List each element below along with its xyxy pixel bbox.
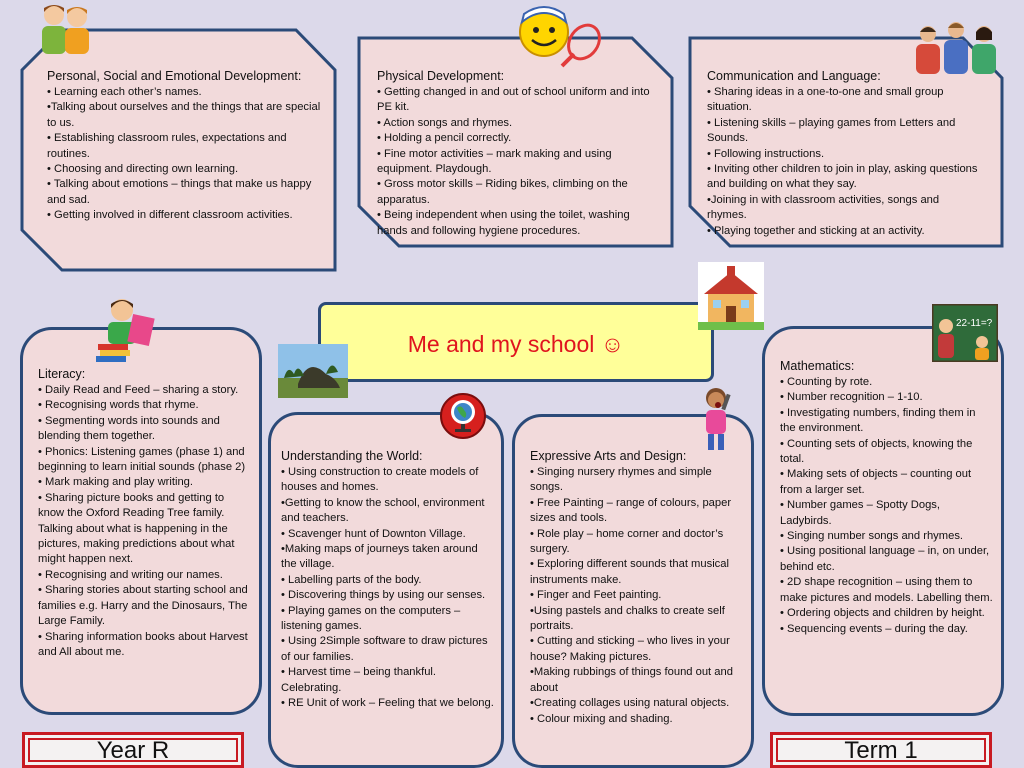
list-item: • Sequencing events – during the day. [780, 622, 968, 635]
list-item: • Colour mixing and shading. [530, 712, 673, 725]
list-item: • Counting by rote. [780, 376, 873, 388]
singing-girl-icon [696, 386, 742, 456]
reading-boy-icon [94, 296, 158, 362]
landscape-icon [278, 344, 348, 398]
list-item: • Harvest time – being thankful. Celebrating. [281, 666, 437, 694]
communication-section [707, 68, 982, 239]
term-label: Term 1 [844, 737, 918, 764]
list-item: • Sharing picture books and getting to know the Oxford Reading Tree family. Talking about what is happening in the pictures, making predictions about what might happen next. [38, 491, 235, 566]
list-item: • Phonics: Listening games (phase 1) and beginning to learn initial sounds (phase 2) [38, 445, 246, 474]
list-item: • Labelling parts of the body. [281, 573, 422, 586]
list-item: • Getting involved in different classroom activities. [47, 209, 293, 222]
list-item: •Talking about ourselves and the things that are special to us. [47, 101, 321, 129]
list-item: • Following instructions. [707, 147, 825, 160]
literacy-title: Literacy: [38, 367, 86, 381]
list-item: • Sharing information books about Harvest and All about me. [38, 630, 248, 658]
list-item: • Counting sets of objects, knowing the total. [780, 437, 973, 466]
list-item: • RE Unit of work – Feeling that we belong. [281, 697, 494, 710]
list-item: • Cutting and sticking – who lives in your house? Making pictures. [530, 635, 730, 663]
psed-title: Personal, Social and Emotional Development: [47, 69, 302, 83]
list-item: • Talking about emotions – things that make us happy and sad. [47, 178, 312, 206]
list-item: • Gross motor skills – Riding bikes, climbing on the apparatus. [377, 178, 628, 206]
list-item: • Choosing and directing own learning. [47, 163, 239, 176]
list-item: • Mark making and play writing. [38, 476, 194, 489]
list-item: • Singing nursery rhymes and simple songs. [530, 466, 712, 494]
page-title-box [318, 302, 714, 382]
list-item: •Getting to know the school, environment and teachers. [281, 496, 485, 525]
list-item: •Making rubbings of things found out and about [530, 666, 733, 694]
list-item: • Sharing stories about starting school and families e.g. Harry and the Dinosaurs, The Large Family. [38, 584, 248, 628]
arts-title: Expressive Arts and Design: [530, 449, 687, 463]
list-item: • Holding a pencil correctly. [377, 132, 512, 145]
list-item: • Getting changed in and out of school uniform and into PE kit. [377, 86, 650, 114]
list-item: • Fine motor activities – mark making and using equipment. Playdough. [377, 147, 612, 176]
children-icon [34, 2, 96, 54]
psed-section [47, 68, 327, 224]
list-item: • Exploring different sounds that musical instruments make. [530, 558, 729, 586]
world-section [281, 448, 495, 712]
list-item: • Learning each other’s names. [47, 86, 202, 98]
year-label: Year R [96, 737, 170, 764]
list-item: • Establishing classroom rules, expectations and routines. [47, 132, 287, 160]
list-item: • Ordering objects and children by height. [780, 607, 985, 620]
list-item: • Free Painting – range of colours, paper sizes and tools. [530, 496, 732, 525]
year-label-box [22, 732, 244, 768]
list-item: • Using construction to create models of houses and homes. [281, 466, 479, 494]
communication-title: Communication and Language: [707, 69, 881, 83]
list-item: • Playing together and sticking at an activity. [707, 224, 925, 237]
term-label-box [770, 732, 992, 768]
arts-section [530, 448, 742, 727]
list-item: • Scavenger hunt of Downton Village. [281, 527, 466, 540]
list-item: •Joining in with classroom activities, songs and rhymes. [707, 193, 940, 222]
list-item: • Segmenting words into sounds and blending them together. [38, 414, 220, 443]
world-title: Understanding the World: [281, 449, 423, 463]
physical-title: Physical Development: [377, 69, 505, 83]
globe-icon [440, 392, 486, 440]
list-item: •Making maps of journeys taken around the village. [281, 543, 478, 571]
list-item: • Finger and Feet painting. [530, 589, 662, 602]
list-item: • Being independent when using the toilet, washing hands and following hygiene procedures. [377, 209, 630, 237]
list-item: • Investigating numbers, finding them in the environment. [780, 406, 976, 435]
school-house-icon [698, 262, 764, 330]
list-item: • Role play – home corner and doctor’s surgery. [530, 527, 724, 556]
list-item: • Recognising words that rhyme. [38, 399, 199, 412]
list-item: • Sharing ideas in a one-to-one and small group situation. [707, 86, 944, 114]
list-item: • Action songs and rhymes. [377, 116, 513, 129]
list-item: •Creating collages using natural objects. [530, 697, 730, 710]
list-item: • Inviting other children to join in play, asking questions and building on what they say. [707, 163, 978, 191]
maths-section [780, 358, 994, 637]
people-talking-icon [912, 20, 1002, 78]
board-text: 22-11=? [956, 318, 993, 329]
list-item: • Making sets of objects – counting out from a larger set. [780, 468, 972, 496]
list-item: • Recognising and writing our names. [38, 568, 223, 581]
physical-section [377, 68, 657, 239]
list-item: • Using positional language – in, on under, behind etc. [780, 545, 990, 573]
list-item: • Number recognition – 1-10. [780, 391, 923, 404]
list-item: •Using pastels and chalks to create self portraits. [530, 604, 725, 633]
list-item: • Playing games on the computers – listening games. [281, 604, 461, 633]
list-item: • Daily Read and Feed – sharing a story. [38, 384, 239, 396]
page-title: Me and my school ☺ [407, 331, 625, 357]
maths-title: Mathematics: [780, 359, 855, 373]
teacher-board-icon [932, 304, 998, 362]
literacy-section [38, 366, 250, 660]
list-item: • Using 2Simple software to draw pictures of our families. [281, 635, 488, 663]
list-item: • Listening skills – playing games from Letters and Sounds. [707, 116, 956, 145]
smiley-tennis-icon [516, 2, 606, 70]
list-item: • 2D shape recognition – using them to make pictures and models. Labelling them. [780, 576, 993, 604]
list-item: • Discovering things by using our senses. [281, 589, 486, 602]
list-item: • Singing number songs and rhymes. [780, 530, 964, 543]
list-item: • Number games – Spotty Dogs, Ladybirds. [780, 499, 940, 527]
